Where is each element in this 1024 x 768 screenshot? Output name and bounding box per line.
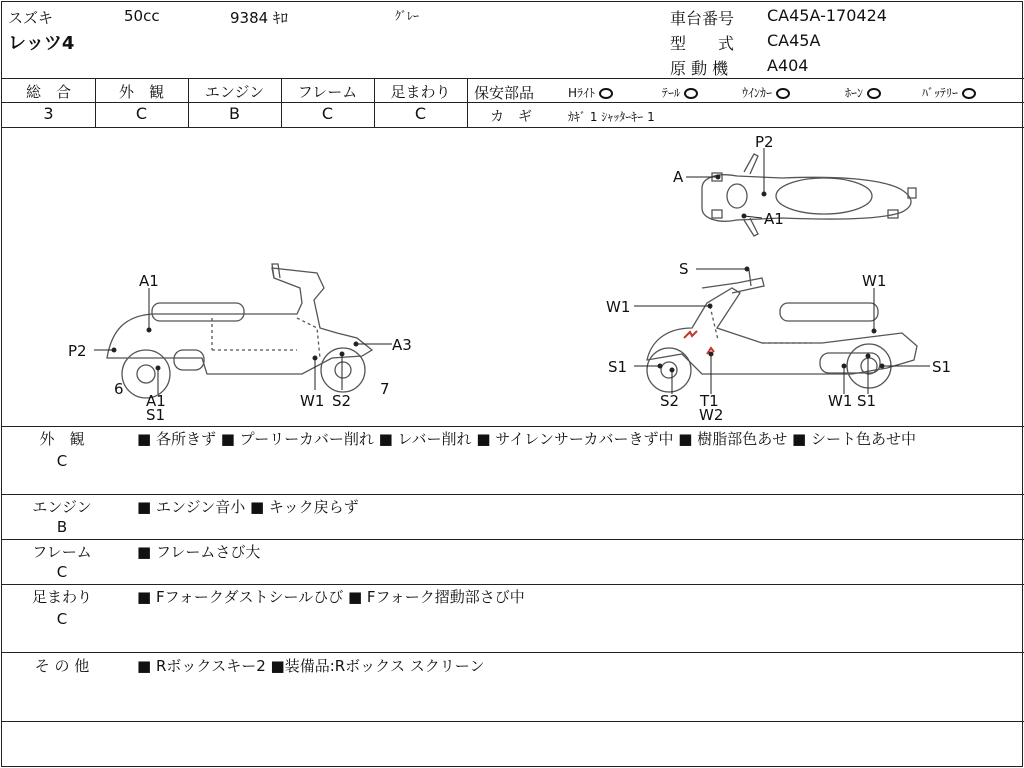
note-category: フレーム — [32, 543, 92, 561]
grade-label-frame: フレーム — [297, 83, 358, 101]
engine-value: A404 — [767, 56, 809, 75]
inspection-sheet — [1, 1, 1023, 767]
model-name: レッツ4 — [8, 33, 75, 54]
grade-value-frame: C — [321, 104, 334, 123]
safety-item-winker: ｳｲﾝｶｰ — [742, 84, 790, 101]
note-category: 足まわり — [31, 588, 92, 606]
note-text: ■ Rボックスキー2 ■装備品:Rボックス スクリーン — [137, 657, 485, 675]
safety-item-battery: ﾊﾞｯﾃﾘｰ — [922, 84, 976, 101]
diagram-label: A1 — [764, 210, 784, 228]
note-grade: C — [56, 610, 68, 628]
note-text: ■ 各所きず ■ プーリーカバー削れ ■ レバー削れ ■ サイレンサーカバーきず中 ■ 樹脂部色あせ ■ シート色あせ中 — [137, 430, 916, 448]
key-label: カ ギ — [490, 109, 532, 125]
divider — [2, 539, 1024, 540]
scooter-diagram — [2, 128, 1024, 426]
frame-no-label: 車台番号 — [670, 9, 735, 28]
note-category: 外 観 — [39, 430, 85, 448]
note-row-other — [2, 655, 1024, 721]
diagram-label: S — [679, 260, 689, 278]
note-text: ■ Fフォークダストシールひび ■ Fフォーク摺動部さび中 — [137, 588, 525, 606]
note-row-engine — [2, 496, 1024, 538]
note-category: エンジン — [32, 498, 92, 516]
grade-label-exterior: 外 観 — [118, 83, 164, 101]
safety-item-headlight: Hﾗｲﾄ — [568, 84, 613, 101]
diagram-label: W1 — [606, 298, 631, 316]
diagram-label: A — [673, 168, 684, 186]
note-text: ■ フレームさび大 — [137, 543, 261, 561]
diagram-label: S1 — [932, 358, 952, 376]
note-grade: C — [56, 452, 68, 470]
note-row-frame — [2, 541, 1024, 583]
check-circle-icon — [684, 88, 698, 99]
diagram-label: W1 — [300, 392, 325, 410]
note-row-suspension — [2, 586, 1024, 652]
check-circle-icon — [599, 88, 613, 99]
divider — [2, 426, 1024, 427]
type-label: 型 式 — [670, 34, 735, 53]
diagram-label: S2 — [660, 392, 680, 410]
diagram-label: W2 — [699, 406, 724, 424]
diagram-label: A1 — [146, 392, 166, 410]
divider — [2, 652, 1024, 653]
type-value: CA45A — [767, 31, 821, 50]
note-grade: C — [56, 563, 68, 581]
grade-label-suspension: 足まわり — [390, 83, 451, 101]
diagram-label: S2 — [332, 392, 352, 410]
diagram-label: S1 — [146, 406, 166, 424]
note-category: そ の 他 — [34, 657, 90, 675]
maker: スズキ — [8, 9, 54, 27]
diagram-label: W1 — [862, 272, 887, 290]
grade-value-engine: B — [229, 104, 240, 123]
divider — [2, 721, 1024, 722]
check-circle-icon — [867, 88, 881, 99]
displacement: 50cc — [124, 7, 160, 25]
diagram-label: A1 — [139, 272, 159, 290]
diagram-label: W1 — [828, 392, 853, 410]
diagram-label: P2 — [68, 342, 87, 360]
safety-item-tail: ﾃｰﾙ — [662, 84, 698, 101]
scooter-top-view — [702, 154, 916, 236]
diagram-label: S1 — [608, 358, 628, 376]
diagram-label: T1 — [700, 392, 719, 410]
damage-mark-icon — [684, 331, 697, 338]
note-row-exterior — [2, 428, 1024, 494]
diagram-label: A3 — [392, 336, 412, 354]
grade-value-suspension: C — [414, 104, 427, 123]
diagram-label: S1 — [857, 392, 877, 410]
grade-label-engine: エンジン — [204, 83, 265, 101]
divider — [2, 494, 1024, 495]
check-circle-icon — [776, 88, 790, 99]
diagram-label: 7 — [380, 380, 390, 398]
note-grade: B — [56, 518, 68, 536]
safety-item-horn: ﾎｰﾝ — [845, 84, 881, 101]
frame-no: CA45A-170424 — [767, 6, 887, 25]
note-text: ■ エンジン音小 ■ キック戻らず — [137, 498, 359, 516]
diagram-label: P2 — [755, 133, 774, 151]
mileage: 9384 ｷﾛ — [230, 9, 288, 27]
diagram-label: 6 — [114, 380, 124, 398]
grade-value-overall: 3 — [43, 104, 54, 123]
safety-label: 保安部品 — [474, 84, 535, 102]
divider — [2, 584, 1024, 585]
color: ｸﾞﾚｰ — [395, 9, 420, 23]
check-circle-icon — [962, 88, 976, 99]
engine-label: 原 動 機 — [670, 59, 729, 78]
divider — [2, 78, 1024, 79]
grade-label-overall: 総 合 — [25, 83, 71, 101]
key-value: ｶｷﾞ 1 ｼｬｯﾀｰｷｰ 1 — [568, 110, 655, 124]
grade-value-exterior: C — [135, 104, 148, 123]
